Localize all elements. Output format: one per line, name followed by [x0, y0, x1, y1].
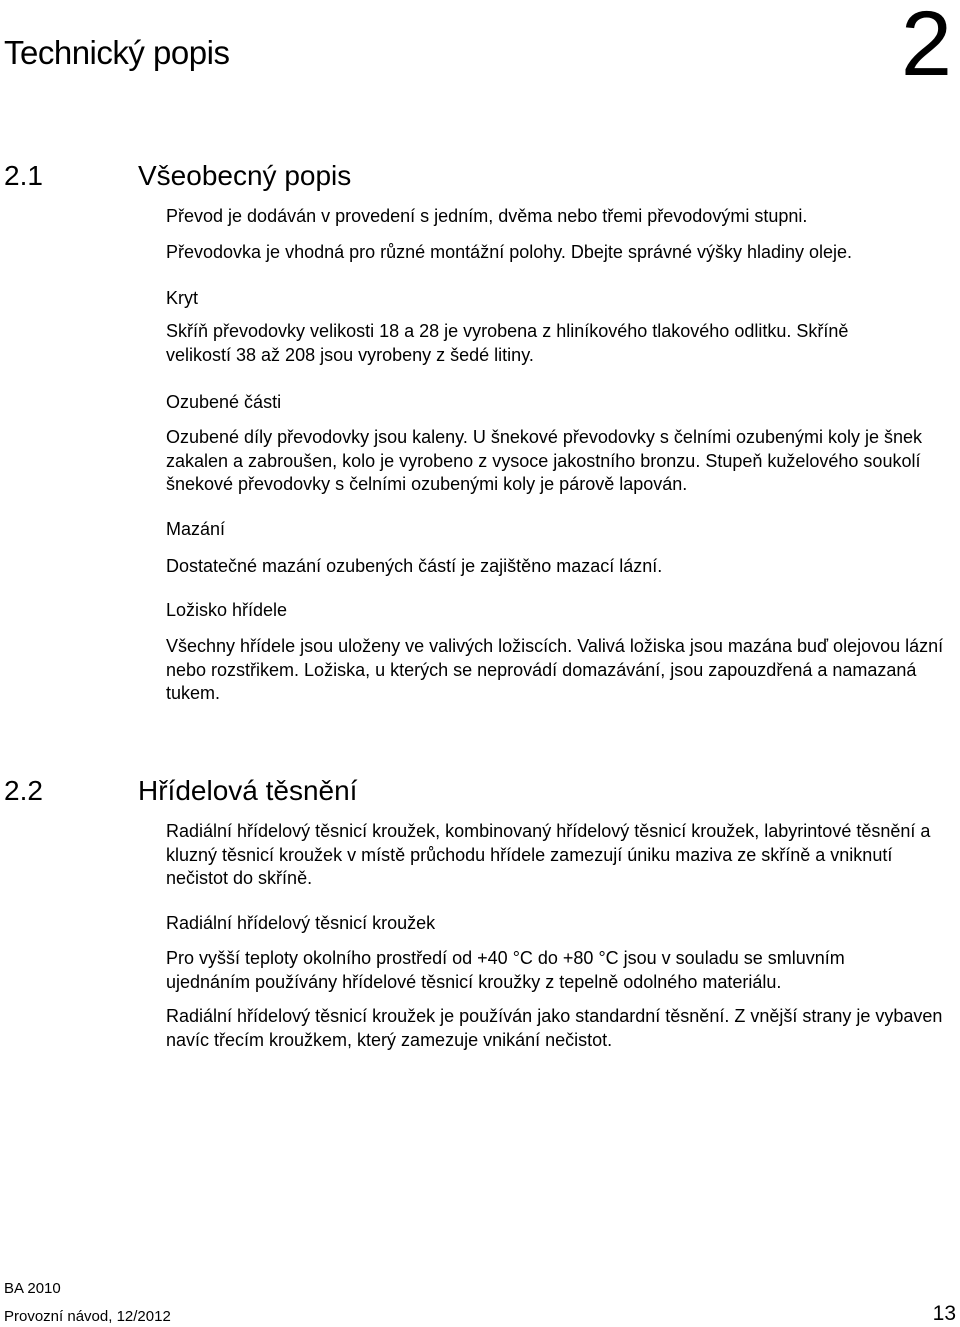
subheading-radialni-krouzek: Radiální hřídelový těsnicí kroužek: [166, 913, 436, 933]
section-number: 2.1: [4, 160, 43, 191]
paragraph: Převodovka je vhodná pro různé montážní polohy. Dbejte správné výšky hladiny oleje.: [166, 242, 853, 262]
paragraph: Převod je dodáván v provedení s jedním, dvěma nebo třemi převodovými stupni.: [166, 206, 808, 226]
paragraph: Pro vyšší teploty okolního prostředí od +40 °C do +80 °C jsou v souladu se smluvním ujednáním používány hřídelové těsnicí kroužky z tepelně odolného materiálu.: [166, 948, 845, 992]
paragraph: Radiální hřídelový těsnicí kroužek, kombinovaný hřídelový těsnicí kroužek, labyrintové těsnění a kluzný těsnicí kroužek v místě průchodu hřídele zamezují úniku maziva ze skříně a vniknutí nečistot do skříně.: [166, 821, 931, 888]
page-number: 13: [932, 1302, 956, 1325]
paragraph: Skříň převodovky velikosti 18 a 28 je vyrobena z hliníkového tlakového odlitku. Skříně velikostí 38 až 208 jsou vyrobeny z šedé litiny.: [166, 321, 849, 365]
subheading-ozubene-casti: Ozubené části: [166, 392, 282, 412]
paragraph: Všechny hřídele jsou uloženy ve valivých ložiscích. Valivá ložiska jsou mazána buď olejovou lázní nebo rozstřikem. Ložiska, u kterých se neprovádí domazávání, jsou zapouzdřená a namazaná tukem.: [166, 636, 944, 703]
section-title: Hřídelová těsnění: [138, 775, 358, 806]
subheading-kryt: Kryt: [166, 288, 199, 308]
section-number: 2.2: [4, 775, 43, 806]
paragraph: Ozubené díly převodovky jsou kaleny. U šnekové převodovky s čelními ozubenými koly je šnek zakalen a zabroušen, kolo je vyrobeno z vysoce jakostního bronzu. Stupeň kuželového soukolí šnekové převodovky s čelními ozubenými koly je párově lapován.: [166, 427, 923, 494]
section-title: Všeobecný popis: [138, 160, 352, 191]
subheading-mazani: Mazání: [166, 519, 226, 539]
paragraph: Dostatečné mazání ozubených částí je zajištěno mazací lázní.: [166, 556, 663, 576]
paragraph: Radiální hřídelový těsnicí kroužek je používán jako standardní těsnění. Z vnější strany je vybaven navíc třecím kroužkem, který zamezuje vnikání nečistot.: [166, 1006, 943, 1050]
subheading-lozisko-hridele: Ložisko hřídele: [166, 600, 288, 620]
chapter-title: Technický popis: [4, 34, 230, 71]
footer-manual: Provozní návod, 12/2012: [4, 1308, 171, 1325]
footer-doc-id: BA 2010: [4, 1280, 61, 1297]
chapter-number: 2: [900, 0, 952, 95]
